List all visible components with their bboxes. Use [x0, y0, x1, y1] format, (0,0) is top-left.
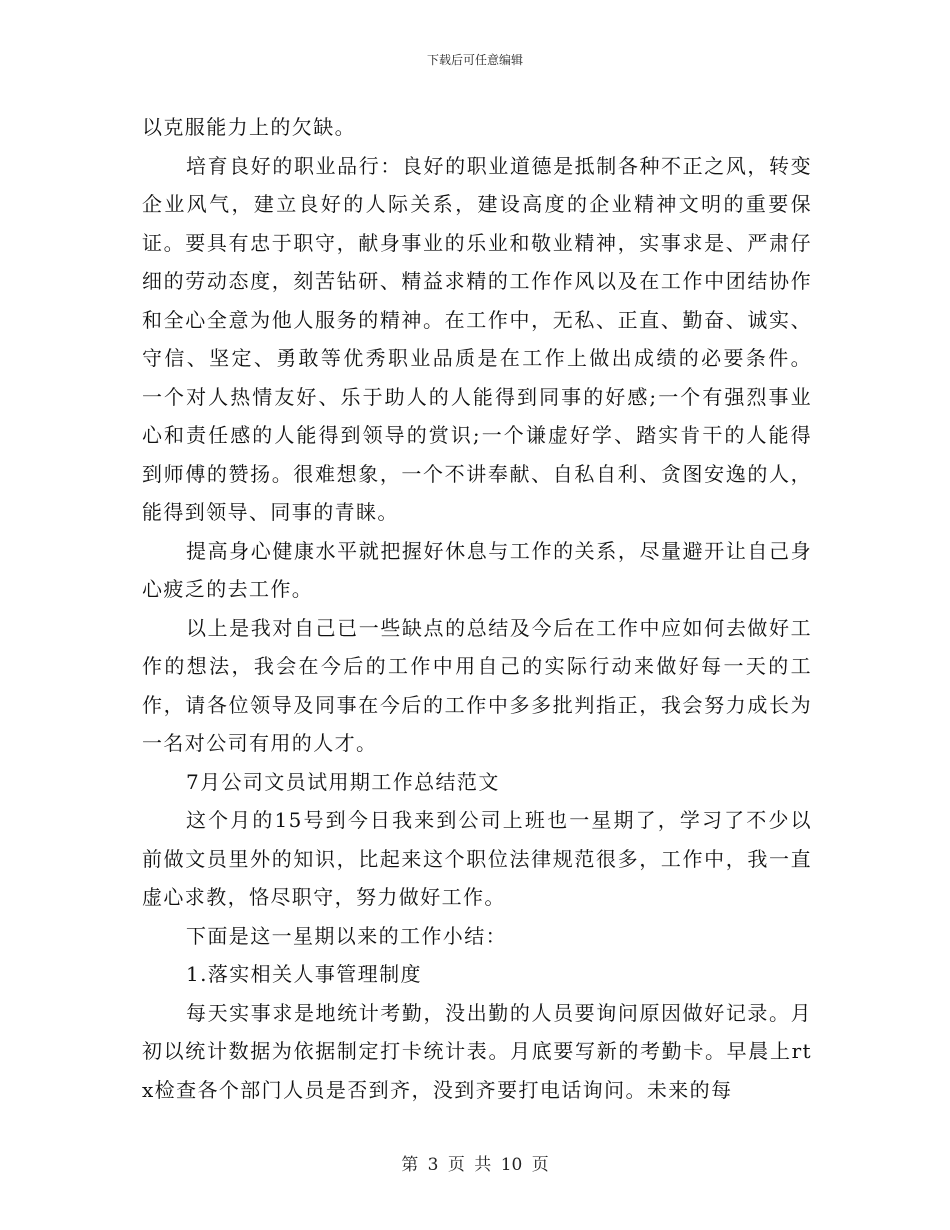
paragraph-summary: 以上是我对自己已一些缺点的总结及今后在工作中应如何去做好工作的想法，我会在今后的工作中用自己的实际行动来做好每一天的工作，请各位领导及同事在今后的工作中多多批判指正，我会努力成长为一名对公司有用的人才。	[142, 615, 812, 755]
page-footer: 第 3 页 共 10 页	[401, 1155, 549, 1175]
paragraph-professional-conduct: 培育良好的职业品行：良好的职业道德是抵制各种不正之风，转变企业风气，建立良好的人际关系，建设高度的企业精神文明的重要保证。要具有忠于职守，献身事业的乐业和敬业精神，实事求是、严肃仔细的劳动态度，刻苦钻研、精益求精的工作作风以及在工作中团结协作和全心全意为他人服务的精神。在工作中，无私、正直、勤奋、诚实、守信、坚定、勇敢等优秀职业品质是在工作上做出成绩的必要条件。 一个对人热情友好、乐于助人的人能得到同事的好感;一个有强烈事业心和责任感的人能得到领导的赏识;一个谦虚好学、踏实肯干的人能得到师傅的赞扬。很难想象，一个不讲奉献、自私自利、贪图安逸的人，能得到领导、同事的青睐。	[142, 153, 812, 524]
paragraph-lead-in: 下面是这一星期以来的工作小结：	[186, 923, 507, 948]
paragraph-continuation: 以克服能力上的欠缺。	[142, 115, 356, 139]
paragraph-attendance: 每天实事求是地统计考勤，没出勤的人员要询问原因做好记录。月初以统计数据为依据制定打卡统计表。月底要写新的考勤卡。早晨上rtx检查各个部门人员是否到齐，没到齐要打电话询问。未来的每	[142, 1000, 812, 1102]
document-body	[142, 108, 812, 1109]
paragraph-intro: 这个月的15号到今日我来到公司上班也一星期了，学习了不少以前做文员里外的知识，比起来这个职位法律规范很多，工作中，我一直虚心求教，恪尽职守，努力做好工作。	[142, 808, 812, 909]
page-header: 下载后可任意编辑	[426, 53, 523, 67]
section-title: 7月公司文员试用期工作总结范文	[186, 769, 500, 794]
list-heading-1: 1.落实相关人事管理制度	[186, 962, 422, 986]
paragraph-health: 提高身心健康水平就把握好休息与工作的关系，尽量避开让自己身心疲乏的去工作。	[142, 538, 812, 601]
